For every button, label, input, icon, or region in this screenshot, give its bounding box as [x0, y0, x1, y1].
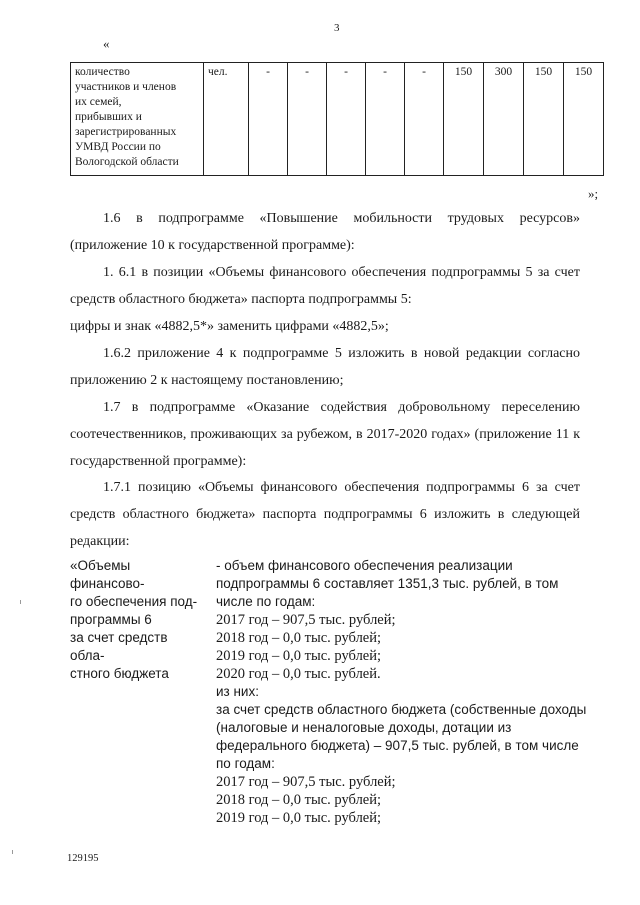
indicator-name-line: зарегистрированных	[75, 126, 177, 138]
indicator-table	[70, 62, 604, 176]
funding-description-line: 2018 год – 0,0 тыс. рублей;	[216, 792, 382, 808]
paragraph-1-6: 1.6 в подпрограмме «Повышение мобильности трудовых ресурсов» (приложение 10 к государственной программе):	[70, 211, 580, 253]
funding-description-line: подпрограммы 6 составляет 1351,3 тыс. рублей, в том	[216, 576, 559, 591]
funding-description-line: 2018 год – 0,0 тыс. рублей;	[216, 630, 382, 646]
value-cell: -	[327, 63, 366, 176]
indicator-name-line: прибывших и	[75, 111, 142, 123]
funding-description-line: 2019 год – 0,0 тыс. рублей;	[216, 810, 382, 826]
document-code: 129195	[67, 853, 99, 864]
funding-description-line: по годам:	[216, 756, 275, 771]
funding-label-line: стного бюджета	[70, 666, 169, 681]
indicator-name-line: количество	[75, 66, 130, 78]
funding-description-line: - объем финансового обеспечения реализации	[216, 558, 513, 573]
close-quote: »;	[588, 186, 599, 201]
funding-description-line: числе по годам:	[216, 594, 316, 609]
indicator-name-line: участников и членов	[75, 81, 177, 93]
value-cell: -	[366, 63, 405, 176]
value-cell: 150	[564, 63, 604, 176]
page-number: 3	[334, 22, 340, 34]
value-cell: -	[288, 63, 327, 176]
paragraph-1-6-1: 1. 6.1 в позиции «Объемы финансового обеспечения подпрограммы 5 за счет средств областного бюджета» паспорта подпрограммы 5:	[70, 265, 580, 307]
value-cell: 300	[484, 63, 524, 176]
paragraph-1-7-1: 1.7.1 позицию «Объемы финансового обеспечения подпрограммы 6 за счет средств областного бюджета» паспорта подпрограммы 6 изложить в следующей редакции:	[70, 480, 580, 549]
funding-description-line: 2017 год – 907,5 тыс. рублей;	[216, 612, 396, 628]
funding-description	[216, 557, 591, 827]
funding-description-line: 2019 год – 0,0 тыс. рублей;	[216, 648, 382, 664]
value-cell: 150	[444, 63, 484, 176]
funding-label	[70, 557, 205, 683]
funding-description-line: из них:	[216, 684, 259, 699]
value-cell: -	[405, 63, 444, 176]
funding-label-line: программы 6	[70, 612, 152, 627]
paragraph-replace-figures: цифры и знак «4882,5*» заменить цифрами «4882,5»;	[70, 319, 389, 334]
value-cell: 150	[524, 63, 564, 176]
paragraph-1-6-2: 1.6.2 приложение 4 к подпрограмме 5 изложить в новой редакции согласно приложению 2 к настоящему постановлению;	[70, 346, 580, 388]
unit-cell: чел.	[204, 63, 249, 176]
indicator-name-line: их семей,	[75, 96, 122, 108]
scan-mark	[12, 850, 13, 854]
open-quote: «	[103, 36, 110, 51]
funding-description-line: за счет средств областного бюджета (собственные доходы	[216, 702, 587, 717]
indicator-name-cell	[71, 63, 204, 176]
funding-description-line: 2017 год – 907,5 тыс. рублей;	[216, 774, 396, 790]
table-row	[71, 63, 604, 176]
funding-description-line: федерального бюджета) – 907,5 тыс. рублей, в том числе	[216, 738, 579, 753]
funding-label-line: за счет средств обла-	[70, 630, 168, 663]
indicator-name-line: УМВД России по	[75, 141, 161, 153]
indicator-name-line: Вологодской области	[75, 156, 179, 168]
paragraph-1-7: 1.7 в подпрограмме «Оказание содействия добровольному переселению соотечественников, проживающих за рубежом, в 2017-2020 годах» (приложение 11 к государственной программе):	[70, 400, 580, 469]
funding-description-line: (налоговые и неналоговые доходы, дотации из	[216, 720, 512, 735]
scan-mark	[20, 600, 21, 604]
funding-label-line: «Объемы финансово-	[70, 558, 145, 591]
funding-label-line: го обеспечения под-	[70, 594, 198, 609]
funding-description-line: 2020 год – 0,0 тыс. рублей.	[216, 666, 381, 682]
value-cell: -	[249, 63, 288, 176]
